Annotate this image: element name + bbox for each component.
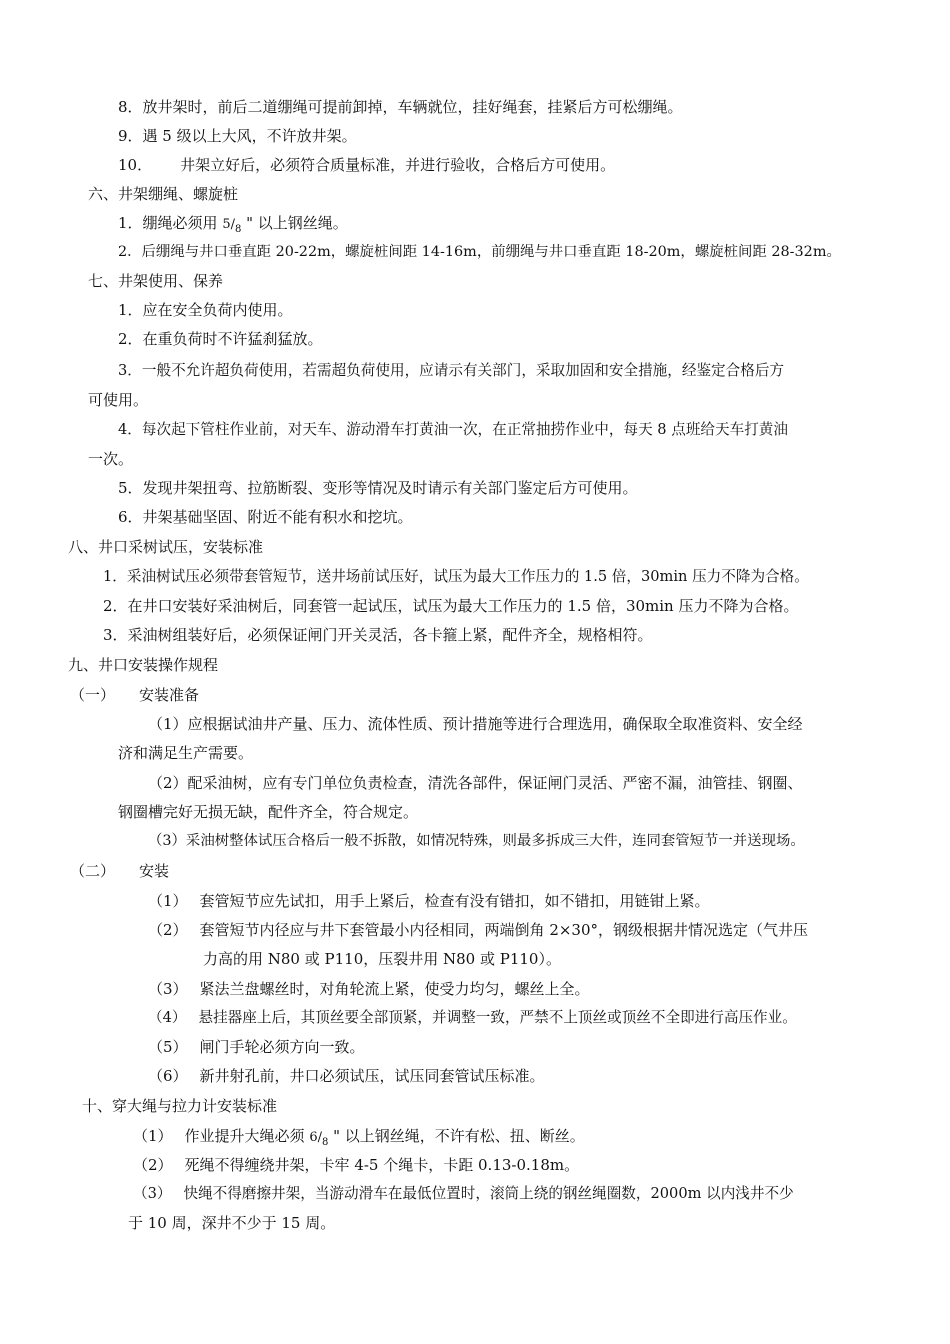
paragraph-install-5: （5） 闸门手轮必须方向一致。 — [148, 1038, 365, 1056]
paragraph-install-2-cont: 力高的用 N80 或 P110，压裂井用 N80 或 P110）。 — [203, 950, 561, 968]
paragraph-item-8-3: 3．采油树组装好后，必须保证闸门开关灵活，各卡箍上紧，配件齐全，规格相符。 — [103, 626, 653, 644]
paragraph-item-9 — [118, 126, 357, 146]
section-heading-8: 八、井口采树试压，安装标准 — [68, 538, 264, 556]
paragraph-install-6: （6） 新井射孔前，井口必须试压，试压同套管试压标准。 — [148, 1067, 545, 1085]
paragraph-install-3: （3） 紧法兰盘螺丝时，对角轮流上紧，使受力均匀，螺丝上全。 — [148, 980, 590, 998]
paragraph-prep-3: （3）采油树整体试压合格后一般不拆散，如情况特殊，则最多拆成三大件，连同套管短节一并送现场。 — [148, 833, 805, 849]
paragraph-prep-2: （2）配采油树，应有专门单位负责检查，清洗各部件，保证闸门灵活、严密不漏，油管挂、钢圈、 — [148, 774, 803, 792]
paragraph-install-2: （2） 套管短节内径应与井下套管最小内径相同，两端倒角 2×30°，钢级根据井情况选定（气井压 — [148, 921, 809, 939]
section-heading-7: 七、井架使用、保养 — [88, 272, 224, 290]
paragraph-item-7-4-cont: 一次。 — [88, 450, 134, 468]
paragraph-item-6-2: 2．后绷绳与井口垂直距 20-22m，螺旋桩间距 14-16m，前绷绳与井口垂直距 18-20m，螺旋桩间距 28-32m。 — [118, 244, 841, 260]
subsection-heading-2: （二） 安装 — [70, 862, 170, 880]
paragraph-item-7-6: 6．井架基础坚固、附近不能有积水和挖坑。 — [118, 508, 413, 526]
paragraph-item-7-4: 4．每次起下管柱作业前，对天车、游动滑车打黄油一次，在正常抽捞作业中，每天 8 点班给天车打黄油 — [118, 421, 788, 438]
paragraph-install-4: （4） 悬挂器座上后，其顶丝要全部顶紧，并调整一致，严禁不上顶丝或顶丝不全即进行高压作业。 — [148, 1009, 797, 1026]
section-heading-9: 九、井口安装操作规程 — [68, 656, 219, 674]
paragraph-item-7-3: 3．一般不允许超负荷使用，若需超负荷使用，应请示有关部门，采取加固和安全措施，经鉴定合格后方 — [118, 362, 785, 379]
section-heading-10: 十、穿大绳与拉力计安装标准 — [82, 1097, 278, 1115]
paragraph-item-7-3-cont: 可使用。 — [88, 391, 149, 409]
paragraph-item-10 — [118, 155, 615, 175]
text: 9．遇 5 级以上大风，不许放井架。 — [118, 127, 357, 145]
paragraph-item-7-1: 1．应在安全负荷内使用。 — [118, 301, 293, 319]
paragraph-prep-1: （1）应根据试油井产量、压力、流体性质、预计措施等进行合理选用，确保取全取准资料、安全经 — [148, 715, 803, 733]
subsection-heading-1: （一） 安装准备 — [70, 686, 200, 704]
paragraph-item-7-2: 2．在重负荷时不许猛刹猛放。 — [118, 330, 323, 348]
text: 8．放井架时，前后二道绷绳可提前卸掉，车辆就位，挂好绳套，挂紧后方可松绷绳。 — [118, 98, 683, 116]
item-number: 10． — [118, 156, 153, 174]
paragraph-item-8-1: 1．采油树试压必须带套管短节，送井场前试压好，试压为最大工作压力的 1.5 倍，30min 压力不降为合格。 — [103, 568, 809, 585]
paragraph-rope-3-cont: 于 10 周，深井不少于 15 周。 — [128, 1214, 336, 1232]
paragraph-rope-3: （3） 快绳不得磨擦井架，当游动滑车在最低位置时，滚筒上绕的钢丝绳圈数，2000m 以内浅井不少 — [133, 1185, 794, 1202]
paragraph-item-8 — [118, 97, 683, 117]
paragraph-rope-2: （2） 死绳不得缠绕井架，卡牢 4-5 个绳卡，卡距 0.13-0.18m。 — [133, 1156, 580, 1174]
paragraph-item-6-1: 1．绷绳必须用 $5/_8$ " 以上钢丝绳。 — [118, 214, 348, 235]
paragraph-install-1: （1） 套管短节应先试扣，用手上紧后，检查有没有错扣，如不错扣，用链钳上紧。 — [148, 892, 710, 910]
fraction-5-8: $5/_8$ — [222, 217, 242, 235]
section-heading-6: 六、井架绷绳、螺旋桩 — [88, 185, 239, 203]
paragraph-prep-1-cont: 济和满足生产需要。 — [118, 744, 254, 762]
paragraph-prep-2-cont: 钢圈槽完好无损无缺，配件齐全，符合规定。 — [118, 803, 419, 821]
fraction-6-8: $6/_8$ — [309, 1130, 329, 1148]
paragraph-item-7-5: 5．发现井架扭弯、拉筋断裂、变形等情况及时请示有关部门鉴定后方可使用。 — [118, 479, 638, 497]
text: 井架立好后，必须符合质量标准，并进行验收，合格后方可使用。 — [180, 156, 616, 174]
paragraph-item-8-2: 2．在井口安装好采油树后，同套管一起试压，试压为最大工作压力的 1.5 倍，30min 压力不降为合格。 — [103, 597, 799, 615]
paragraph-rope-1: （1） 作业提升大绳必须 $6/_8$ " 以上钢丝绳，不许有松、扭、断丝。 — [133, 1127, 585, 1148]
